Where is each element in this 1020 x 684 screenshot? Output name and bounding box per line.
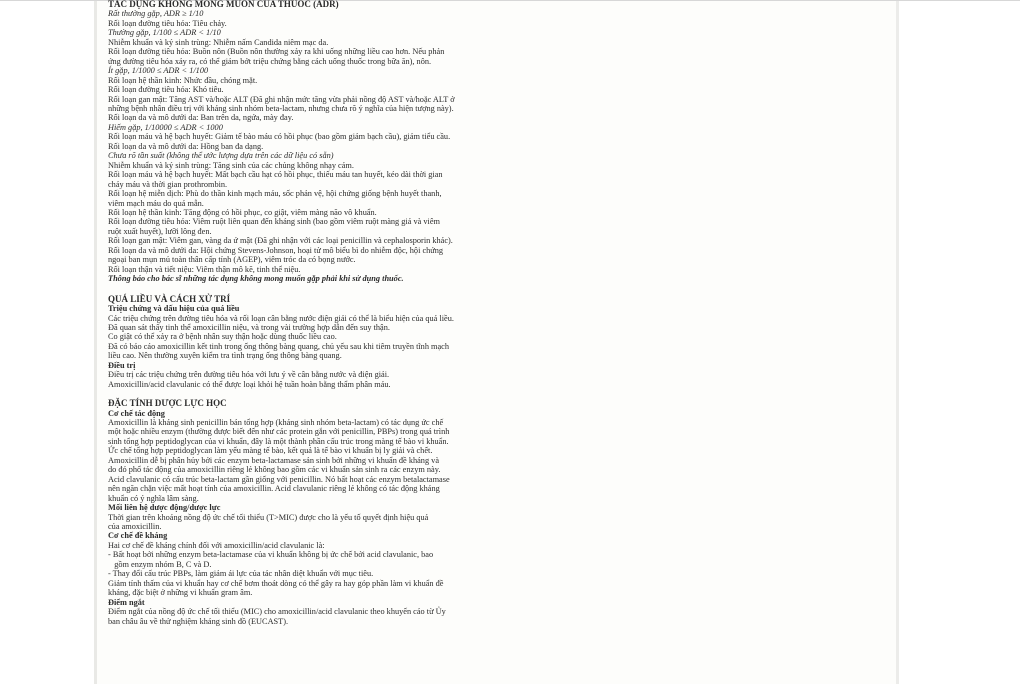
overdose-symptoms-subheading: Triệu chứng và dấu hiệu của quá liều [108,304,240,314]
adr-line: ứng đường tiêu hóa xảy ra, có thể giảm bớt triệu chứng bằng cách uống thuốc trong bữa ăn), nôn. [108,56,432,66]
paper-right-edge [896,0,899,684]
adr-line: Rối loạn đường tiêu hóa: Buồn nôn (Buồn nôn thường xảy ra khi uống những liều cao hơn. Nếu phản [108,47,445,57]
adr-line: ngoại ban mụn mủ toàn thân cấp tính (AGEP), viêm tróc da có bọng nước. [108,255,356,265]
adr-line: Rối loạn hệ thần kinh: Tăng động có hồi phục, co giật, viêm màng não vô khuẩn. [108,207,377,217]
pharma-line: Điểm ngắt của nồng độ ức chế tối thiểu (MIC) cho amoxicillin/acid clavulanic theo khuyến cáo từ Ủy [108,607,446,617]
mechanism-subheading: Cơ chế tác động [108,408,165,418]
pharma-line: khuẩn có ý nghĩa lâm sàng. [108,493,199,503]
breakpoints-subheading: Điểm ngắt [108,597,145,607]
adr-line: Rối loạn gan mật: Viêm gan, vàng da ứ mật (Đã ghi nhận với các loại penicillin và cephalosporin khác). [108,236,453,246]
overdose-line: Các triệu chứng trên đường tiêu hóa và rối loạn cân bằng nước điện giải có thể là biểu hiện của quá liều. [108,313,454,323]
frequency-common: Thường gặp, 1/100 ≤ ADR < 1/10 [108,28,221,38]
adr-line: Rối loạn hệ thần kinh: Nhức đầu, chóng mặt. [108,75,258,85]
overdose-treatment-subheading: Điều trị [108,360,136,370]
pharma-line: của amoxicillin. [108,522,162,532]
frequency-very-common: Rất thường gặp, ADR ≥ 1/10 [108,9,204,19]
overdose-heading: QUÁ LIỀU VÀ CÁCH XỬ TRÍ [108,293,231,304]
pharma-line: sinh tổng hợp peptidoglycan của vi khuẩn, đây là một thành phần cấu trúc trong màng tế bào vi khuẩn. [108,436,449,446]
pharma-line: Amoxicillin là kháng sinh penicillin bán tổng hợp (kháng sinh nhóm beta-lactam) có tác dụng ức chế [108,418,444,428]
adr-line: Rối loạn máu và hệ bạch huyết: Mất bạch cầu hạt có hồi phục, thiếu máu tan huyết, kéo dài thời gian [108,170,443,180]
pharma-line: một hoặc nhiều enzym (thường được biết đến như các protein gắn với penicillin, PBPs) trong quá trình [108,427,450,437]
pharma-line: Hai cơ chế đề kháng chính đối với amoxicillin/acid clavulanic là: [108,540,325,550]
adr-line: Rối loạn đường tiêu hóa: Khó tiêu. [108,85,224,95]
adr-line: Rối loạn đường tiêu hóa: Viêm ruột liên quan đến kháng sinh (bao gồm viêm ruột màng giả và viêm [108,217,440,227]
adr-line: Rối loạn hệ miễn dịch: Phù do thần kinh mạch máu, sốc phản vệ, hội chứng giống bệnh huyết thanh, [108,189,442,199]
pharma-bullet: - Thay đổi cấu trúc PBPs, làm giảm ái lực của tác nhân diệt khuẩn với mục tiêu. [108,569,374,579]
pharma-line: Ức chế tổng hợp peptidoglycan làm yếu màng tế bào, kết quả là tế bào vi khuẩn bị ly giải và chết. [108,446,433,456]
frequency-uncommon: Ít gặp, 1/1000 ≤ ADR < 1/100 [108,66,209,76]
pharma-line: do đó phổ tác động của amoxicillin riêng lẻ không bao gồm các vi khuẩn sản sinh ra các enzym này. [108,465,441,475]
adr-line: Nhiễm khuẩn và ký sinh trùng: Nhiễm nấm Candida niêm mạc da. [108,37,329,47]
overdose-section [108,295,470,390]
pharma-line: Thời gian trên khoảng nồng độ ức chế tối thiểu (T>MIC) được cho là yếu tố quyết định hiệu quả [108,512,429,522]
adr-line: những bệnh nhân điều trị với kháng sinh nhóm beta-lactam, nhưng chưa rõ ý nghĩa của hiện tượng này). [108,103,454,113]
pharma-line: Giảm tính thấm của vi khuẩn hay cơ chế bơm thoát dòng có thể gây ra hay góp phần làm vi khuẩn đề [108,578,444,588]
adr-line: Rối loạn đường tiêu hóa: Tiêu chảy. [108,18,227,28]
adr-line: chảy máu và thời gian prothrombin. [108,179,228,189]
overdose-line: Amoxicillin/acid clavulanic có thể được loại khỏi hệ tuần hoàn bằng thẩm phân máu. [108,379,391,389]
overdose-line: Đã có báo cáo amoxicillin kết tinh trong ống thông bàng quang, chủ yếu sau khi tiêm truyền tĩnh mạch [108,341,450,351]
adr-line: Nhiễm khuẩn và ký sinh trùng: Tăng sinh của các chủng không nhạy cảm. [108,160,354,170]
overdose-line: Co giật có thể xảy ra ở bệnh nhân suy thận hoặc dùng thuốc liều cao. [108,332,337,342]
overdose-line: liều cao. Nên thường xuyên kiểm tra tình trạng ống thông bàng quang. [108,351,342,361]
pk-pd-subheading: Mối liên hệ dược động/dược lực [108,503,221,513]
adr-line: Rối loạn da và mô dưới da: Hồng ban đa dạng. [108,141,264,151]
pharma-line: Amoxicillin dễ bị phân hủy bởi các enzym beta-lactamase sản sinh bởi những vi khuẩn đề kháng và [108,455,440,465]
adr-line: ruột xuất huyết), lưỡi lông đen. [108,226,212,236]
frequency-rare: Hiếm gặp, 1/10000 ≤ ADR < 1000 [108,122,223,132]
pharma-line: Acid clavulanic có cấu trúc beta-lactam gần giống với penicillin. Nó bất hoạt các enzym betalactamase [108,474,450,484]
pharmacodynamics-section [108,399,470,626]
overdose-line: Đã quan sát thấy tinh thể amoxicillin niệu, và trong vài trường hợp dẫn đến suy thận. [108,322,390,332]
adr-line: Rối loạn thận và tiết niệu: Viêm thận mô kẽ, tinh thể niệu. [108,264,301,274]
adr-line: Rối loạn da và mô dưới da: Hội chứng Stevens-Johnson, hoại tử mô biểu bì do nhiễm độc, hội chứng [108,245,444,255]
frequency-unknown: Chưa rõ tần suất (không thể ước lượng dựa trên các dữ liệu có sẵn) [108,151,334,161]
adr-section [108,0,470,284]
pharmacodynamics-heading: ĐẶC TÍNH DƯỢC LỰC HỌC [108,398,227,409]
adr-line: Rối loạn gan mật: Tăng AST và/hoặc ALT (Đã ghi nhận mức tăng vừa phải nồng độ AST và/hoặc ALT ở [108,94,455,104]
adr-heading: TÁC DỤNG KHÔNG MONG MUỐN CỦA THUỐC (ADR) [108,0,339,9]
adr-line: Rối loạn máu và hệ bạch huyết: Giảm tế bào máu có hồi phục (bao gồm giảm bạch cầu), giảm tiểu cầu. [108,132,451,142]
pharma-line: kháng, đặc biệt ở những vi khuẩn gram âm. [108,588,253,598]
overdose-line: Điều trị các triệu chứng trên đường tiêu hóa với lưu ý về cân bằng nước và điện giải. [108,370,390,380]
pharma-bullet-cont: gồm enzym nhóm B, C và D. [108,559,212,569]
pharma-line: nên ngăn chặn việc mất hoạt tính của amoxicillin. Acid clavulanic riêng lẻ không có tác động kháng [108,484,440,494]
document-text-column [108,0,470,626]
resistance-subheading: Cơ chế đề kháng [108,531,168,541]
adr-line: viêm mạch máu do quá mẫn. [108,198,204,208]
pharma-bullet: - Bất hoạt bởi những enzym beta-lactamase của vi khuẩn không bị ức chế bởi acid clavulanic, bao [108,550,434,560]
pharma-line: ban châu âu về thử nghiệm kháng sinh đồ (EUCAST). [108,616,289,626]
adr-notice: Thông báo cho bác sĩ những tác dụng không mong muốn gặp phải khi sử dụng thuốc. [108,274,404,284]
adr-line: Rối loạn da và mô dưới da: Ban trên da, ngứa, mày đay. [108,113,294,123]
